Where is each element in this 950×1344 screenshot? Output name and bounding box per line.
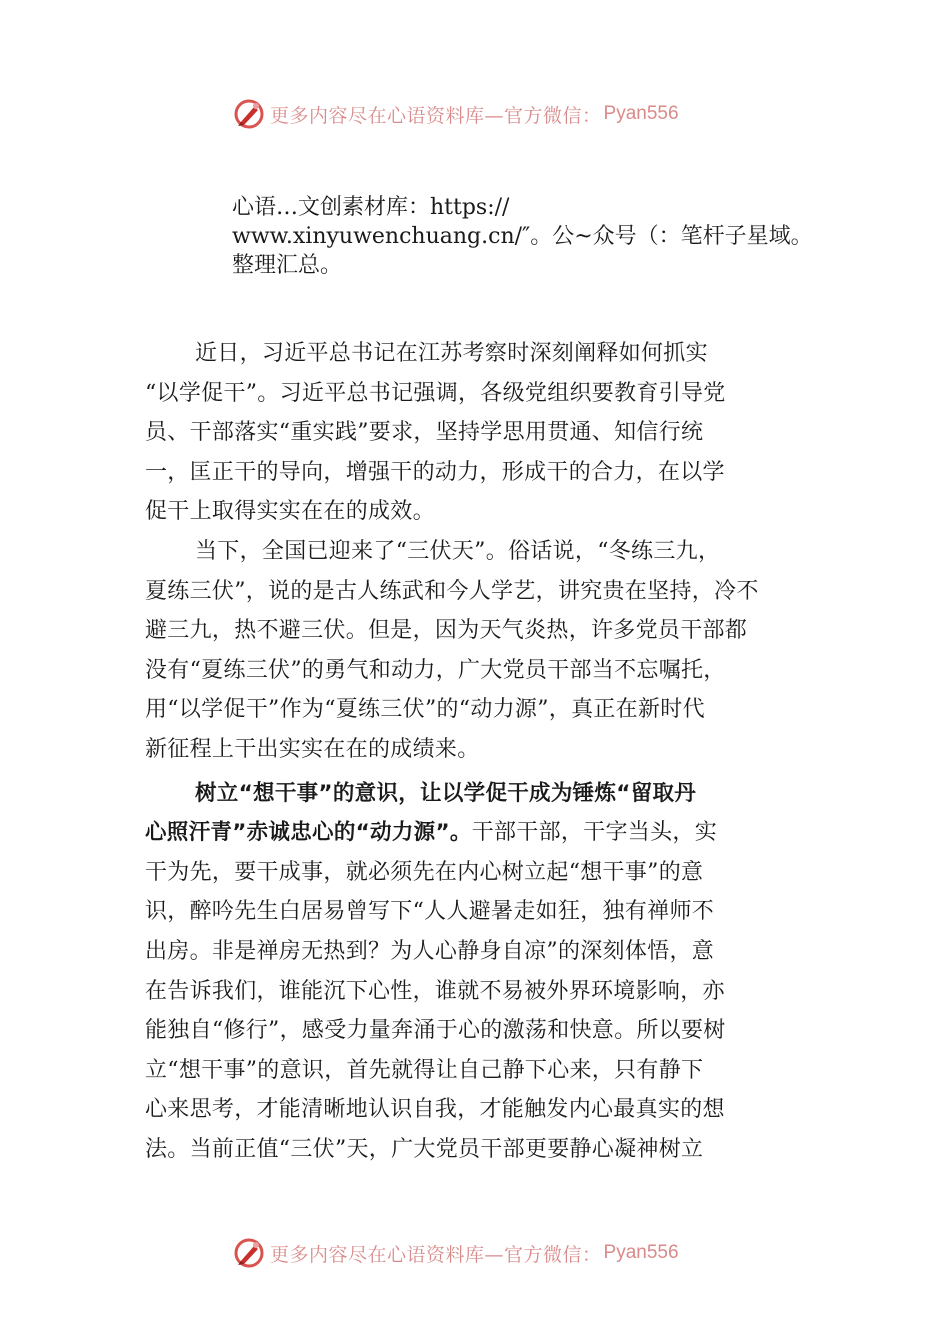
banner-wechat-id: Pyan556 (603, 103, 679, 124)
text-line: 避三九，热不避三伏。但是，因为天气炎热，许多党员干部都 (145, 618, 748, 644)
source-line: www.xinyuwenchuang.cn/″。公~众号（：笔杆子星域。 (232, 224, 813, 249)
section-heading: 树立“想干事”的意识，让以学促干成为锤炼“留取丹 (195, 780, 697, 806)
header-banner (232, 97, 752, 131)
text-line: 心来思考，才能清晰地认识自我，才能触发内心最真实的想 (145, 1097, 725, 1123)
text-line: 夏练三伏”，说的是古人练武和今人学艺，讲究贵在坚持，冷不 (145, 578, 759, 604)
text-line: 员、干部落实“重实践”要求，坚持学思用贯通、知信行统 (145, 420, 704, 446)
text-line: 立“想干事”的意识，首先就得让自己静下心来，只有静下 (145, 1057, 704, 1083)
text-line: 用“以学促干”作为“夏练三伏”的“动力源”，真正在新时代 (145, 697, 705, 723)
pen-logo-icon (232, 1236, 266, 1270)
text-fragment: 干部干部，干字当头，实 (471, 820, 718, 846)
source-line: 整理汇总。 (232, 253, 343, 278)
text-line: 在告诉我们，谁能沉下心性，谁就不易被外界环境影响，亦 (145, 978, 725, 1004)
text-line: 近日，习近平总书记在江苏考察时深刻阐释如何抓实 (195, 341, 708, 366)
source-notice (232, 193, 872, 280)
text-line: 没有“夏练三伏”的勇气和动力，广大党员干部当不忘嘱托， (145, 657, 726, 683)
footer-banner (232, 1236, 752, 1270)
source-line: 心语…文创素材库：https:// (232, 195, 510, 220)
text-line (145, 813, 825, 853)
text-line: 出房。非是禅房无热到？为人心静身自凉”的深刻体悟，意 (145, 938, 715, 964)
text-line: “以学促干”。习近平总书记强调，各级党组织要教育引导党 (145, 380, 726, 406)
pen-logo-icon (232, 97, 266, 131)
text-line: 干为先，要干成事，就必须先在内心树立起“想干事”的意 (145, 859, 704, 885)
banner-wechat-id: Pyan556 (603, 1242, 679, 1263)
banner-text: 更多内容尽在心语资料库—官方微信： (270, 104, 602, 127)
text-line: 一，匡正干的导向，增强干的动力，形成干的合力，在以学 (145, 459, 725, 485)
text-line: 识，醉吟先生白居易曾写下“人人避暑走如狂，独有禅师不 (145, 899, 715, 925)
paragraph (145, 774, 825, 1170)
text-line: 新征程上干出实实在在的成绩来。 (145, 736, 480, 762)
text-line: 当下，全国已迎来了“三伏天”。俗话说，“冬练三九， (195, 538, 721, 564)
banner-text: 更多内容尽在心语资料库—官方微信： (270, 1243, 602, 1266)
article-body (145, 334, 825, 1169)
section-heading-cont: 心照汗青”赤诚忠心的“动力源”。 (145, 820, 472, 846)
paragraph (145, 532, 825, 770)
text-line: 促干上取得实实在在的成效。 (145, 499, 435, 525)
text-line: 法。当前正值“三伏”天，广大党员干部更要静心凝神树立 (145, 1136, 704, 1162)
paragraph (145, 334, 825, 532)
text-line: 能独自“修行”，感受力量奔涌于心的激荡和快意。所以要树 (145, 1018, 726, 1044)
